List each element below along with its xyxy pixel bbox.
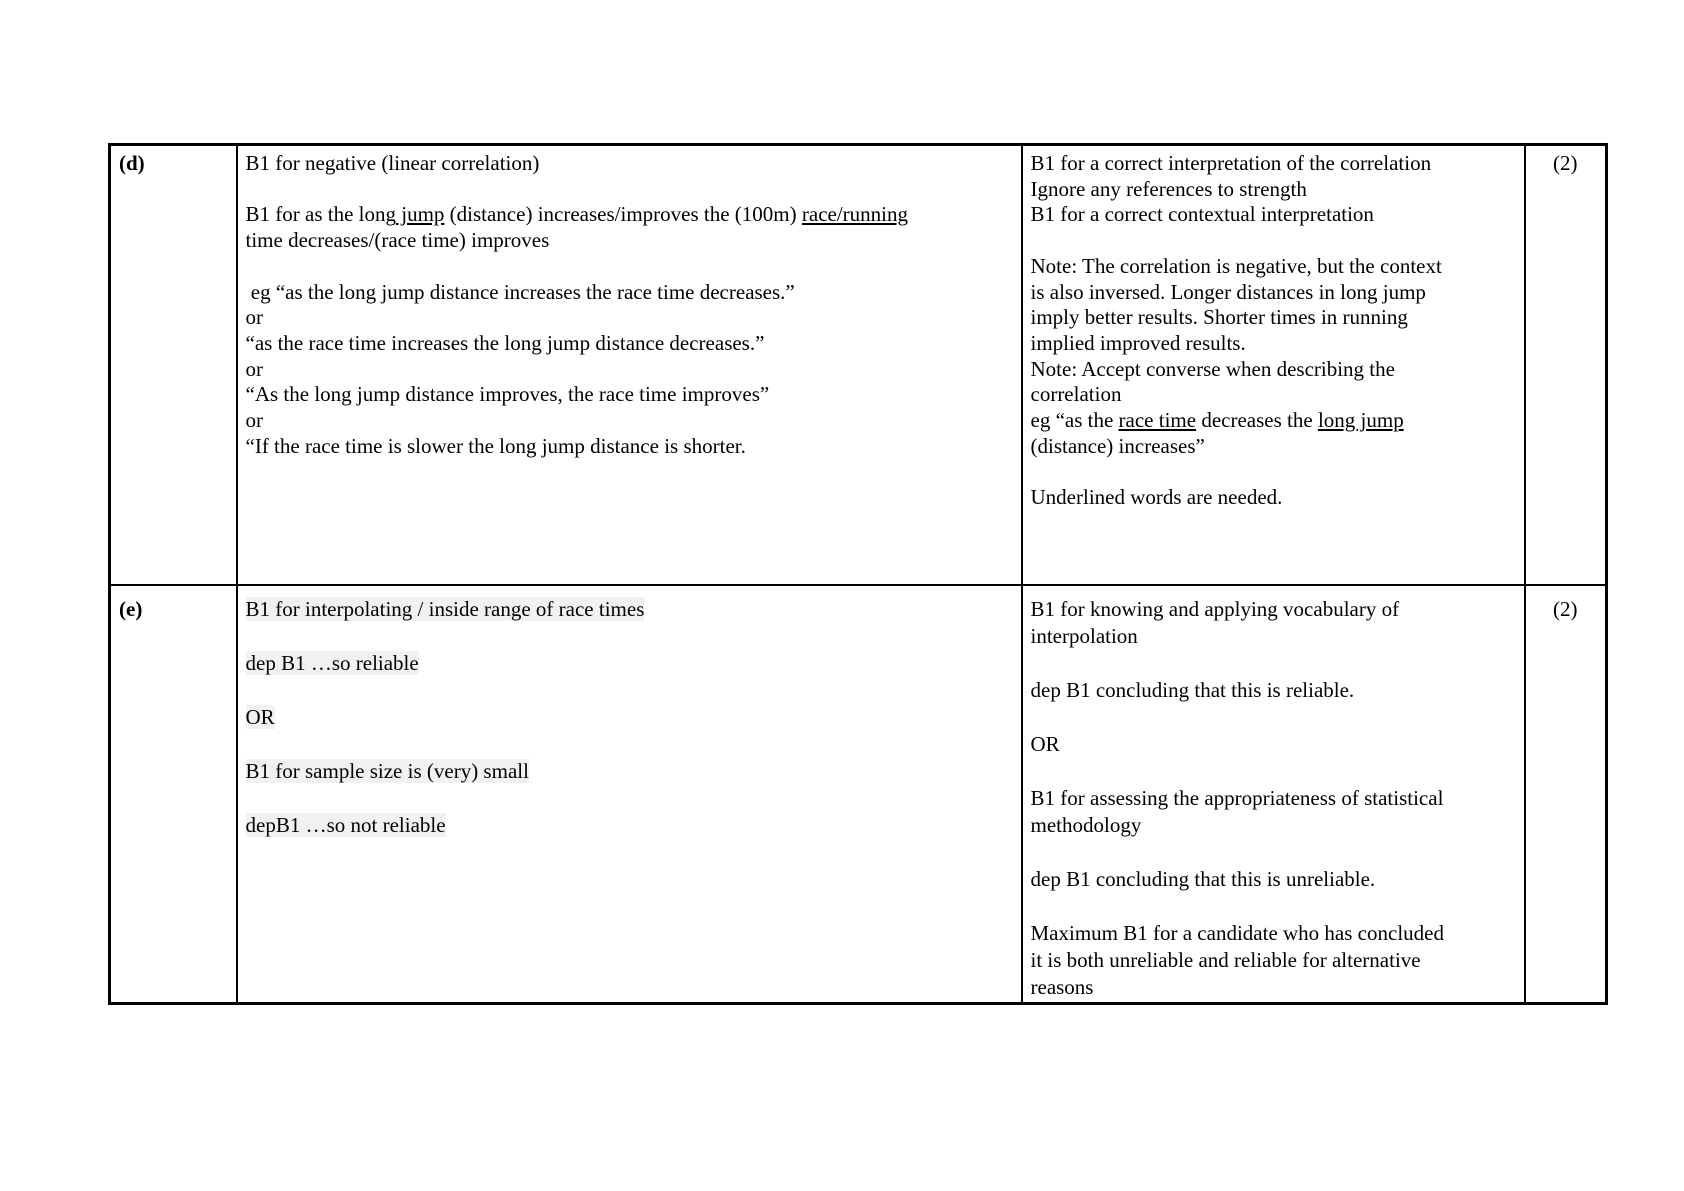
table-row-part-e bbox=[110, 585, 1607, 1004]
text-line bbox=[246, 305, 1013, 331]
marks-value-d: (2) bbox=[1553, 151, 1578, 175]
text-segment: or bbox=[245, 305, 263, 330]
text-segment: race time bbox=[1118, 408, 1197, 433]
blank-line bbox=[1031, 228, 1516, 254]
blank-line bbox=[246, 177, 1013, 203]
text-segment: dep B1 …so reliable bbox=[245, 650, 419, 675]
text-line bbox=[1031, 812, 1516, 839]
text-line bbox=[246, 331, 1013, 357]
text-segment: race/running bbox=[801, 202, 908, 227]
text-segment: is also inversed. Longer distances in long jump bbox=[1030, 279, 1426, 304]
text-segment: implied improved results. bbox=[1030, 330, 1246, 355]
text-line bbox=[1031, 677, 1516, 704]
marks-cell-d bbox=[1525, 145, 1607, 585]
text-segment: depB1 …so not reliable bbox=[245, 812, 446, 837]
text-segment: dep B1 concluding that this is reliable. bbox=[1030, 677, 1355, 702]
marks-cell-e bbox=[1525, 585, 1607, 1004]
text-segment: Maximum B1 for a candidate who has concluded bbox=[1030, 920, 1444, 945]
text-line bbox=[1031, 254, 1516, 280]
text-segment: B1 for interpolating / inside range of race times bbox=[245, 596, 645, 621]
text-segment: B1 for negative (linear correlation) bbox=[245, 151, 540, 175]
blank-line bbox=[1031, 704, 1516, 731]
text-segment: methodology bbox=[1030, 812, 1142, 837]
text-segment: Note: Accept converse when describing the bbox=[1030, 356, 1395, 381]
scheme-cell-e bbox=[237, 585, 1022, 1004]
blank-line bbox=[1031, 839, 1516, 866]
text-segment: Note: The correlation is negative, but the context bbox=[1030, 253, 1442, 278]
text-line bbox=[1031, 382, 1516, 408]
text-segment: (distance) increases” bbox=[1030, 433, 1205, 458]
text-line bbox=[246, 151, 1013, 177]
text-line bbox=[246, 434, 1013, 460]
part-label-d: (d) bbox=[119, 151, 145, 175]
text-line bbox=[1031, 305, 1516, 331]
text-line bbox=[1031, 947, 1516, 974]
text-segment: B1 for knowing and applying vocabulary of bbox=[1030, 596, 1400, 621]
blank-line bbox=[1031, 459, 1516, 485]
mark-scheme-table bbox=[108, 143, 1608, 1005]
text-segment: B1 for a correct contextual interpretation bbox=[1030, 202, 1374, 227]
text-segment: time decreases/(race time) improves bbox=[245, 228, 550, 253]
text-segment: dep B1 concluding that this is unreliable. bbox=[1030, 866, 1376, 891]
text-segment: eg “as the long jump distance increases the race time decreases.” bbox=[245, 279, 795, 304]
marks-value-e: (2) bbox=[1553, 596, 1578, 621]
text-segment: or bbox=[245, 356, 263, 381]
text-segment: “If the race time is slower the long jump distance is shorter. bbox=[245, 433, 746, 458]
text-line bbox=[246, 408, 1013, 434]
text-line bbox=[1031, 974, 1516, 1001]
text-line bbox=[246, 758, 1013, 785]
text-segment: B1 for sample size is (very) small bbox=[245, 758, 529, 783]
text-segment: decreases the bbox=[1196, 408, 1318, 433]
text-segment: or bbox=[245, 408, 263, 433]
part-cell-d bbox=[110, 145, 237, 585]
text-line bbox=[1031, 731, 1516, 758]
blank-line bbox=[246, 785, 1013, 812]
text-segment: (distance) increases/improves the (100m) bbox=[444, 202, 802, 227]
text-line bbox=[246, 202, 1013, 228]
text-line bbox=[1031, 920, 1516, 947]
blank-line bbox=[1031, 650, 1516, 677]
text-segment: B1 for as the long bbox=[245, 202, 396, 227]
text-line bbox=[1031, 623, 1516, 650]
notes-cell-d bbox=[1022, 145, 1525, 585]
text-line bbox=[1031, 202, 1516, 228]
blank-line bbox=[1031, 893, 1516, 920]
text-line bbox=[1031, 280, 1516, 306]
text-line bbox=[246, 382, 1013, 408]
text-segment: “as the race time increases the long jump distance decreases.” bbox=[245, 330, 765, 355]
text-segment: Ignore any references to strength bbox=[1030, 176, 1307, 201]
blank-line bbox=[246, 254, 1013, 280]
text-segment: OR bbox=[245, 704, 275, 729]
text-segment: imply better results. Shorter times in running bbox=[1030, 305, 1408, 330]
blank-line bbox=[246, 677, 1013, 704]
text-segment: reasons bbox=[1030, 974, 1094, 999]
notes-cell-e bbox=[1022, 585, 1525, 1004]
text-segment: correlation bbox=[1030, 382, 1122, 407]
text-segment: Underlined words are needed. bbox=[1030, 485, 1283, 510]
text-line bbox=[246, 228, 1013, 254]
text-segment: interpolation bbox=[1030, 623, 1138, 648]
text-segment: OR bbox=[1030, 731, 1060, 756]
text-segment: long jump bbox=[1317, 408, 1404, 433]
text-line bbox=[246, 650, 1013, 677]
part-label-e: (e) bbox=[119, 596, 143, 621]
scheme-cell-d bbox=[237, 145, 1022, 585]
text-segment: B1 for a correct interpretation of the correlation bbox=[1030, 151, 1432, 175]
text-line bbox=[1031, 151, 1516, 177]
text-line bbox=[1031, 866, 1516, 893]
blank-line bbox=[246, 731, 1013, 758]
text-line bbox=[246, 812, 1013, 839]
text-line bbox=[246, 704, 1013, 731]
text-segment: “As the long jump distance improves, the race time improves” bbox=[245, 382, 770, 407]
text-segment: eg “as the bbox=[1030, 408, 1119, 433]
text-line bbox=[246, 280, 1013, 306]
text-segment: jump bbox=[395, 202, 445, 227]
text-segment: it is both unreliable and reliable for alternative bbox=[1030, 947, 1421, 972]
text-line bbox=[1031, 596, 1516, 623]
text-line bbox=[1031, 408, 1516, 434]
table-row-part-d bbox=[110, 145, 1607, 585]
text-line bbox=[246, 596, 1013, 623]
text-line bbox=[1031, 785, 1516, 812]
blank-line bbox=[1031, 758, 1516, 785]
part-cell-e bbox=[110, 585, 237, 1004]
text-line bbox=[246, 357, 1013, 383]
text-line bbox=[1031, 357, 1516, 383]
text-line bbox=[1031, 434, 1516, 460]
text-segment: B1 for assessing the appropriateness of statistical bbox=[1030, 785, 1444, 810]
blank-line bbox=[246, 623, 1013, 650]
text-line bbox=[1031, 485, 1516, 511]
text-line bbox=[1031, 177, 1516, 203]
text-line bbox=[1031, 331, 1516, 357]
